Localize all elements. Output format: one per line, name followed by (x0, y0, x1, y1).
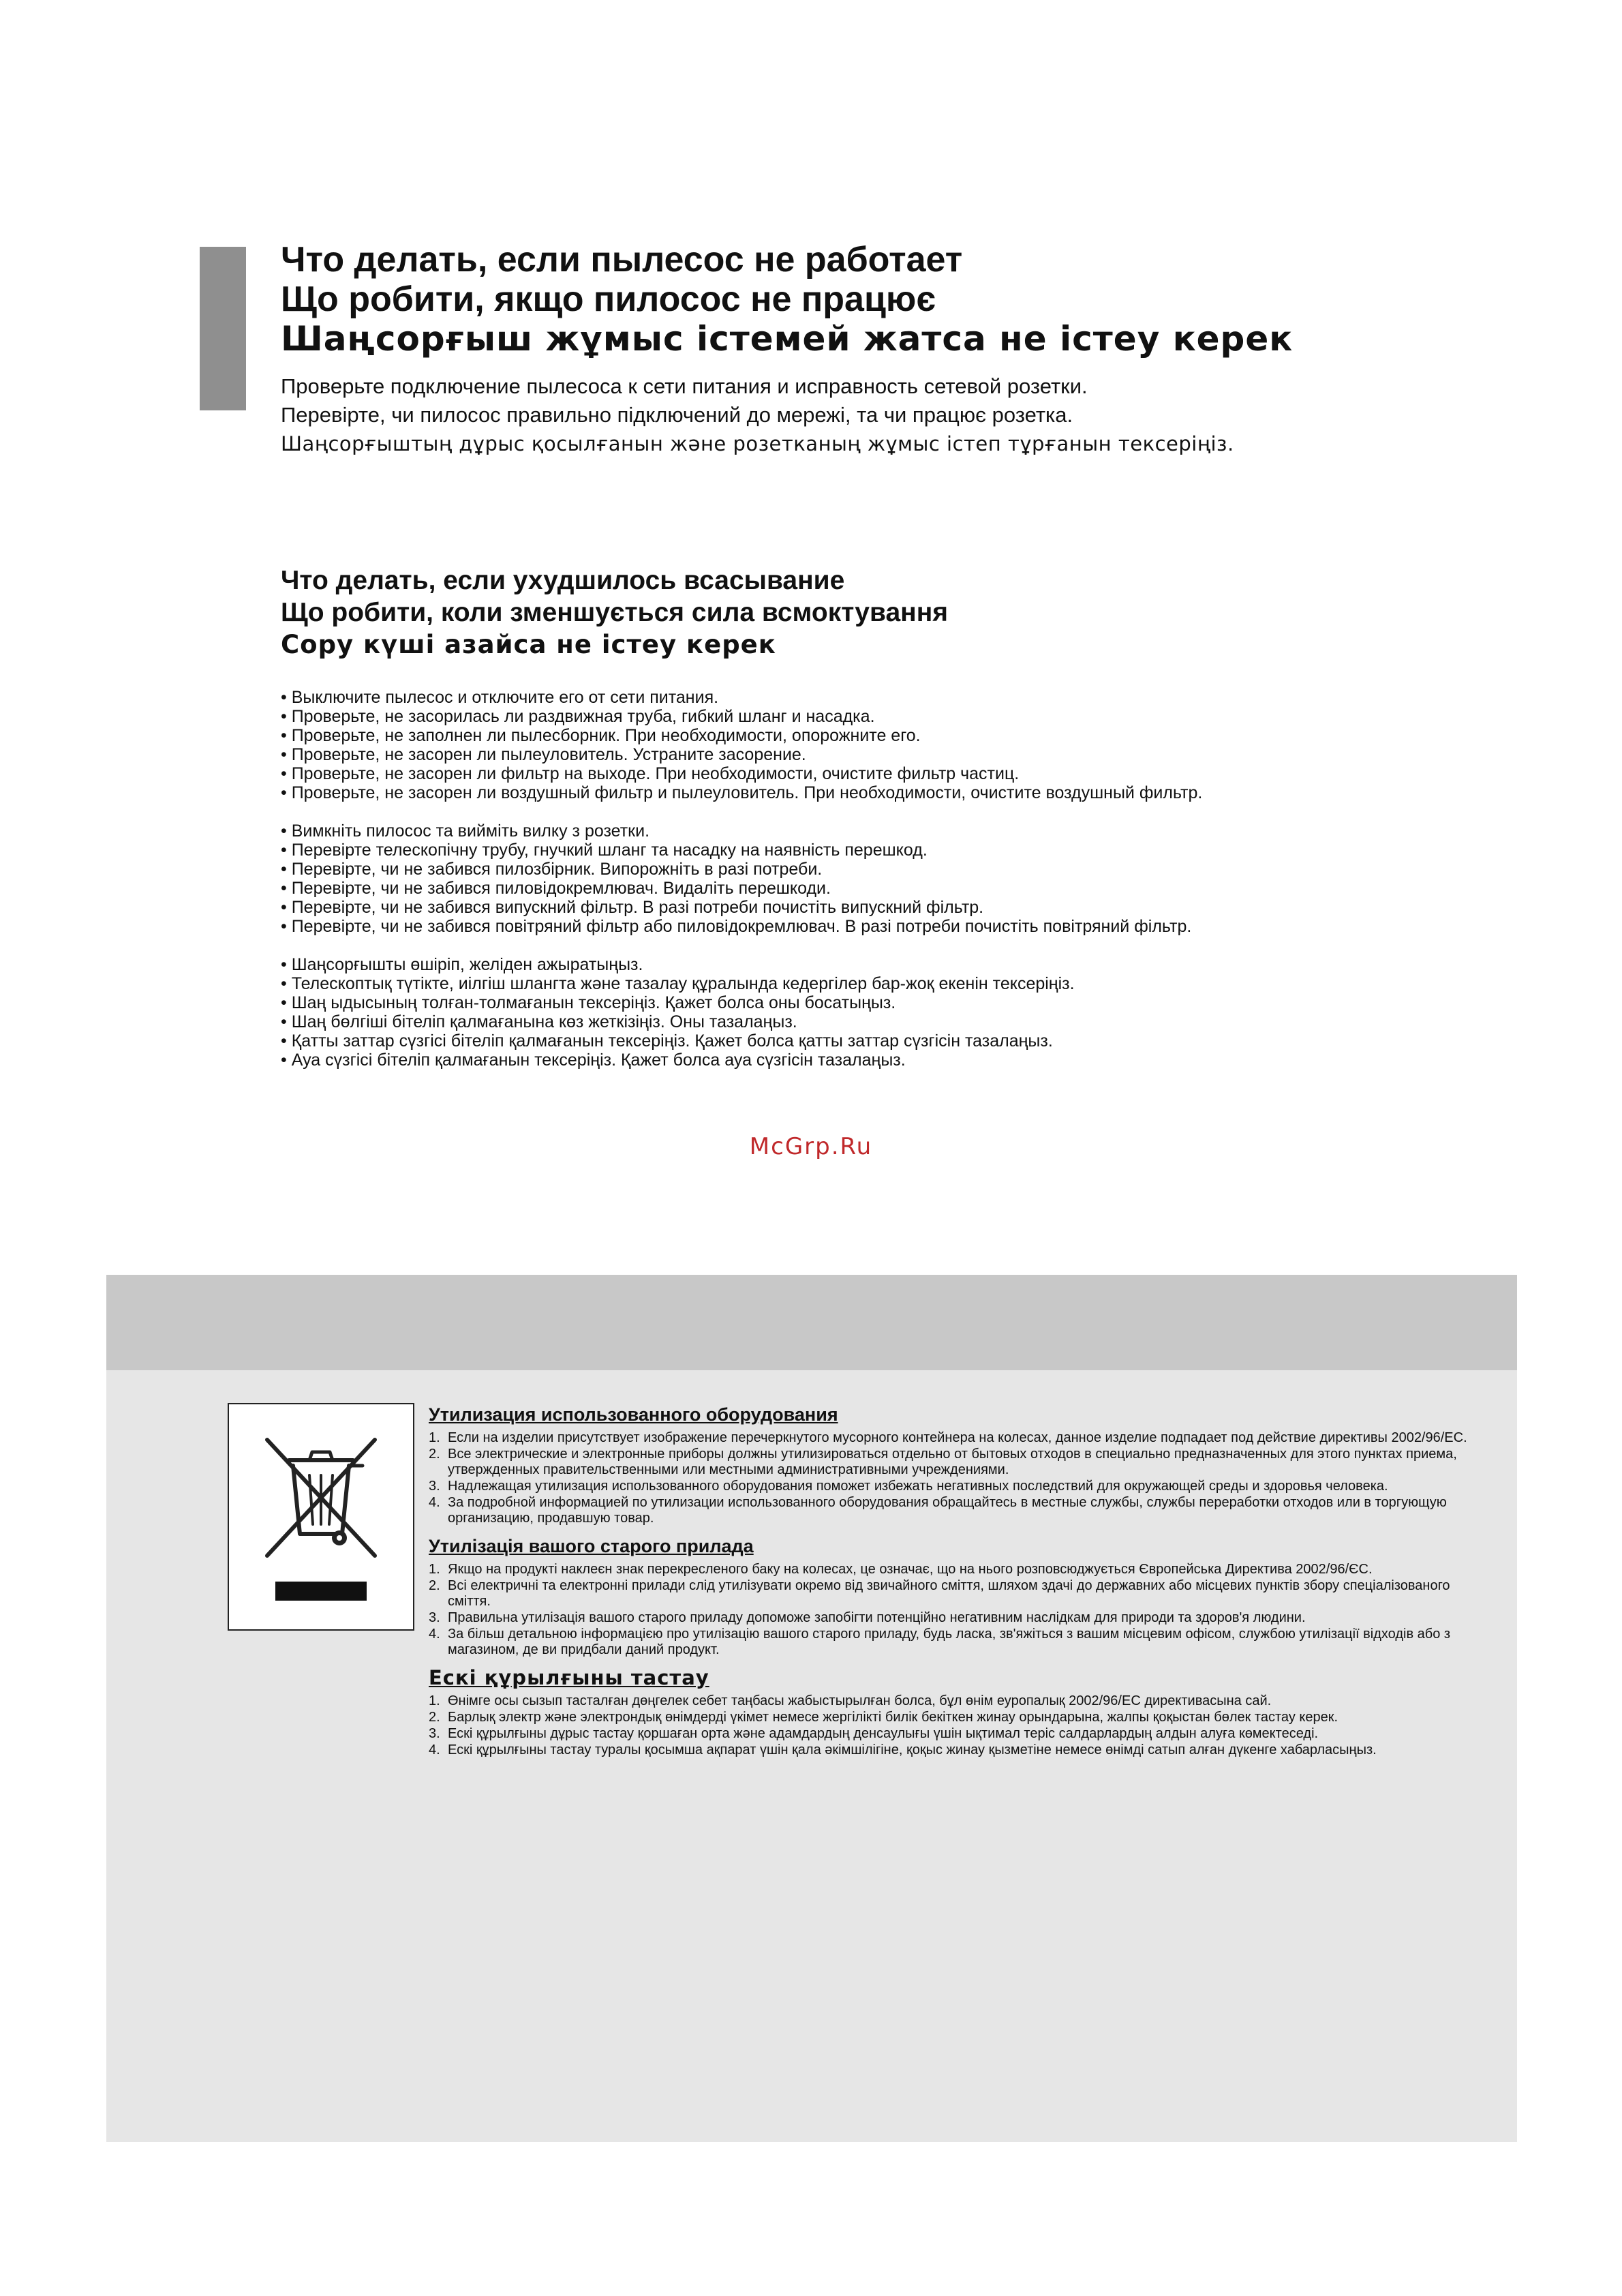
instruction-ru: Проверьте подключение пылесоса к сети питания и исправность сетевой розетки. (281, 374, 1088, 398)
section-marker-bar (200, 247, 246, 410)
list-item: • Перевірте, чи не забився пилозбірник. Випорожніть в разі потреби. (281, 860, 823, 879)
instructions (281, 372, 1494, 458)
heading-kz: Сору күші азайса не істеу керек (281, 630, 776, 659)
list-item (429, 1627, 1492, 1658)
list-item (429, 1495, 1492, 1526)
list-item (429, 1562, 1492, 1577)
item-text: Якщо на продукті наклеєн знак перекресленого баку на колесах, це означає, що на нього розповсюджується Європейська Директива 2002/96/ЄС. (448, 1562, 1373, 1577)
list-item: • Проверьте, не засорилась ли раздвижная труба, гибкий шланг и насадка. (281, 707, 875, 726)
item-text: Правильна утилізація вашого старого приладу допоможе запобігти потенційно негативним наслідкам для природи та здоров'я людини. (448, 1610, 1306, 1625)
item-text: Всі електричні та електронні прилади слід утилізувати окремо від звичайного сміття, шляхом здачі до державних або місцевих пунктів збору спеціалізованого сміття. (448, 1578, 1450, 1609)
bullet-groups (281, 688, 1494, 1070)
item-text: Ескі құрылғыны тастау туралы қосымша ақпарат үшін қала әкімшілігіне, қоқыс жинау қызметіне немесе өнімді сатып алған дүкенге хабарласыңыз. (448, 1742, 1377, 1757)
section-weak-suction (281, 564, 1494, 1070)
item-number: 1. (429, 1562, 440, 1577)
list-item: • Перевірте, чи не забився повітряний фільтр або пиловідокремлювач. В разі потреби почистіть повітряний фільтр. (281, 917, 1192, 936)
item-number: 3. (429, 1610, 440, 1625)
item-text: Все электрические и электронные приборы должны утилизироваться отдельно от бытовых отходов в специально предназначенных для этого пунктах приема, утвержденных правительственными или местными административными учреждениями. (448, 1447, 1457, 1477)
item-number: 2. (429, 1578, 440, 1593)
item-number: 3. (429, 1726, 440, 1741)
crossed-bin-icon (229, 1404, 413, 1629)
list-item: • Выключите пылесос и отключите его от сети питания. (281, 688, 719, 707)
watermark: McGrp.Ru (749, 1133, 873, 1160)
item-text: Надлежащая утилизация использованного оборудования поможет избежать негативных последствий для окружающей среды и здоровья человека. (448, 1479, 1388, 1494)
list-item: • Телескоптық түтікте, иілгіш шлангта және тазалау құралында кедергілер бар-жоқ екенін тексеріңіз. (281, 974, 1075, 993)
list-item (429, 1726, 1492, 1742)
heading-kz: Шаңсорғыш жұмыс істемей жатса не істеу керек (281, 319, 1294, 359)
item-number: 1. (429, 1693, 440, 1708)
list-item: • Шаң бөлгіші бітеліп қалмағанына көз жеткізіңіз. Оны тазалаңыз. (281, 1012, 797, 1031)
list-item: • Шаңсорғышты өшіріп, желіден ажыратыңыз. (281, 955, 643, 974)
bullet-list-kz (281, 955, 1494, 1070)
item-text: Өнімге осы сызып тасталған дөңгелек себет таңбасы жабыстырылған болса, бұл өнім еуропалық 2002/96/ЕС директивасына сай. (448, 1693, 1272, 1708)
list-item: • Проверьте, не засорен ли воздушный фильтр и пылеуловитель. При необходимости, очистите воздушный фильтр. (281, 783, 1203, 802)
disposal-title-ua: Утилізація вашого старого прилада (429, 1536, 754, 1556)
heading-ua: Що робити, коли зменшується сила всмоктування (281, 598, 949, 627)
list-item: • Ауа сүзгісі бітеліп қалмағанын тексеріңіз. Қажет болса ауа сүзгісін тазалаңыз. (281, 1051, 906, 1070)
list-item (429, 1710, 1492, 1725)
disposal-list-ru (429, 1430, 1492, 1526)
item-number: 3. (429, 1479, 440, 1494)
list-item: • Қатты заттар сүзгісі бітеліп қалмағанын тексеріңіз. Қажет болса қатты заттар сүзгісін тазалаңыз. (281, 1031, 1053, 1051)
list-item: • Вимкніть пилосос та вийміть вилку з розетки. (281, 821, 650, 841)
disposal-text (429, 1403, 1492, 1766)
list-item (429, 1479, 1492, 1494)
list-item: • Проверьте, не заполнен ли пылесборник. При необходимости, опорожните его. (281, 726, 921, 745)
panel-header-band (106, 1275, 1517, 1370)
list-item: • Проверьте, не засорен ли фильтр на выходе. При необходимости, очистите фильтр частиц. (281, 764, 1020, 783)
list-item: • Перевірте телескопічну трубу, гнучкий шланг та насадку на наявність перешкод. (281, 841, 928, 860)
instruction-ua: Перевірте, чи пилосос правильно підключений до мережі, та чи працює розетка. (281, 403, 1073, 427)
bullet-list-ua (281, 821, 1494, 936)
item-number: 4. (429, 1627, 440, 1642)
list-item (429, 1578, 1492, 1610)
item-text: Ескі құрылғыны дұрыс тастау қоршаған орта және адамдардың денсаулығы үшін ықтимал теріс салдарлардың алдын алуға көмектеседі. (448, 1726, 1319, 1741)
item-text: Если на изделии присутствует изображение перечеркнутого мусорного контейнера на колесах, данное изделие подпадает под действие директивы 2002/96/ЕС. (448, 1430, 1467, 1445)
weee-bin-icon (228, 1403, 414, 1631)
list-item (429, 1610, 1492, 1626)
disposal-title-ru: Утилизация использованного оборудования (429, 1404, 838, 1425)
list-item: • Проверьте, не засорен ли пылеуловитель. Устраните засорение. (281, 745, 806, 764)
disposal-list-kz (429, 1693, 1492, 1758)
heading-ua: Що робити, якщо пилосос не працює (281, 280, 936, 319)
bullet-list-ru (281, 688, 1494, 802)
disposal-title-kz: Ескі құрылғыны тастау (429, 1666, 709, 1689)
item-number: 4. (429, 1495, 440, 1510)
item-text: За подробной информацией по утилизации использованного оборудования обращайтесь в местные службы, службы переработки отходов или в торгующую организацию, продавшую товар. (448, 1495, 1447, 1526)
disposal-list-ua (429, 1562, 1492, 1658)
list-item (429, 1742, 1492, 1758)
list-item (429, 1447, 1492, 1478)
list-item (429, 1693, 1492, 1709)
list-item (429, 1430, 1492, 1446)
section-not-working (281, 240, 1494, 458)
disposal-panel (106, 1275, 1517, 2142)
list-item: • Перевірте, чи не забився випускний фільтр. В разі потреби почистіть випускний фільтр. (281, 898, 984, 917)
list-item: • Перевірте, чи не забився пиловідокремлювач. Видаліть перешкоди. (281, 879, 831, 898)
heading-ru: Что делать, если ухудшилось всасывание (281, 566, 845, 595)
list-item: • Шаң ыдысының толған-толмағанын тексеріңіз. Қажет болса оны босатыңыз. (281, 993, 896, 1012)
instruction-kz: Шаңсорғыштың дұрыс қосылғанын және розетканың жұмыс істеп тұрғанын тексеріңіз. (281, 432, 1234, 455)
item-text: За більш детальною інформацією про утилізацію вашого старого приладу, будь ласка, зв'яжіться з вашим місцевим офісом, службою утилізації відходів або з магазином, де ви придбали даний продукт. (448, 1627, 1451, 1657)
item-text: Барлық электр және электрондық өнімдерді үкімет немесе жергілікті билік бекіткен жинау орындарына, жалпы қоқыстан бөлек тастау керек. (448, 1710, 1338, 1725)
item-number: 1. (429, 1430, 440, 1445)
item-number: 2. (429, 1710, 440, 1725)
item-number: 2. (429, 1447, 440, 1462)
item-number: 4. (429, 1742, 440, 1757)
heading-ru: Что делать, если пылесос не работает (281, 240, 963, 280)
